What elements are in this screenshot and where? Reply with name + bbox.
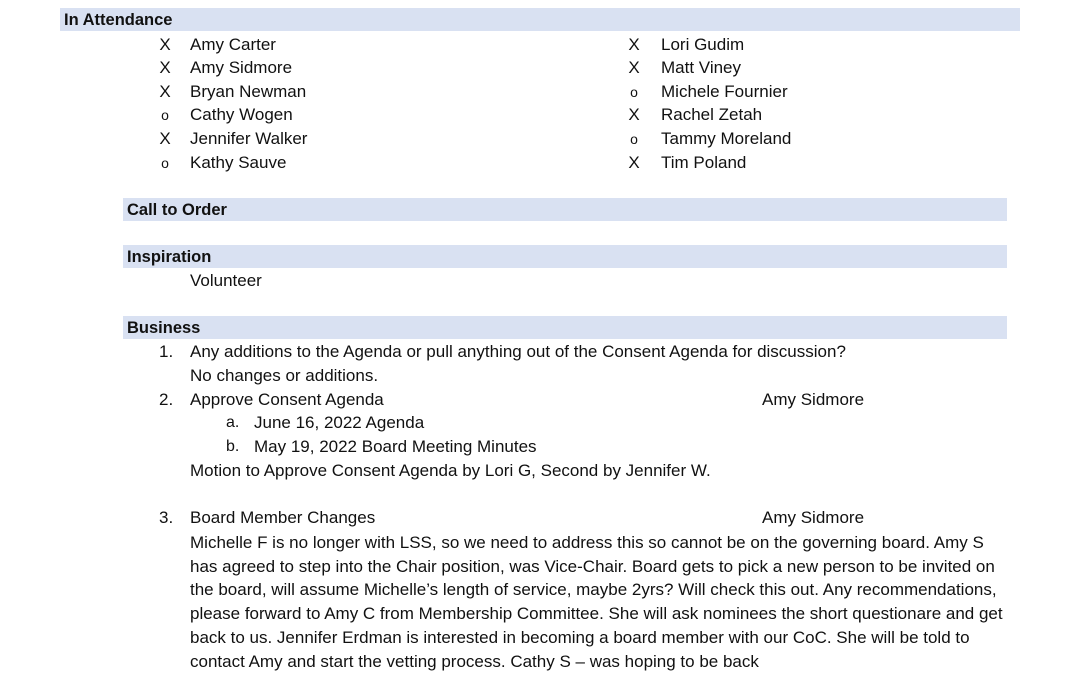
attendee-name: Rachel Zetah [661,105,763,124]
attendee-name: Jennifer Walker [190,129,308,148]
item-3-presenter: Amy Sidmore [762,508,865,527]
inspiration-text: Volunteer [190,271,262,290]
attendee-name: Tim Poland [661,153,747,172]
attendance-mark: X [628,35,640,54]
call-to-order-band [123,198,1007,221]
attendance-heading-band [60,8,1020,31]
item-number: 2. [159,390,174,409]
attendance-mark: X [159,129,171,148]
attendance-mark: X [628,58,640,77]
inspiration-heading: Inspiration [127,248,212,266]
business-heading: Business [127,319,201,337]
attendee-name: Amy Carter [190,35,276,54]
item-3-body: Michelle F is no longer with LSS, so we need to address this so cannot be on the governing board. Amy S has agreed to step into the Chair position, was Vice-Chair. Board gets to pick a new person to be invited on the board, will assume Michelle’s length of service, maybe 2yrs? Will check this out. Any recommendations, please forward to Amy C from Membership Committee. She will ask nominees the short questionare and get back to us. Jennifer Erdman is interested in becoming a board member with our CoC. She will be told to contact Amy and start the vetting process. Cathy S – was hoping to be back [190,533,1003,671]
inspiration-band [123,245,1007,268]
call-to-order-heading: Call to Order [127,201,227,219]
item-2-motion: Motion to Approve Consent Agenda by Lori G, Second by Jennifer W. [190,461,711,480]
attendee-name: Lori Gudim [661,35,745,54]
attendee-name: Amy Sidmore [190,58,293,77]
item-1-note: No changes or additions. [190,366,379,385]
item-3-text: Board Member Changes [190,508,376,527]
attendance-mark: X [628,153,640,172]
attendance-mark: o [630,131,638,147]
attendee-name: Matt Viney [661,58,742,77]
sub-item-label: a. [226,414,240,431]
item-number: 1. [159,342,174,361]
sub-item-label: b. [226,438,240,455]
attendance-mark: X [159,82,171,101]
attendance-mark: o [161,155,169,171]
sub-item-a-text: June 16, 2022 Agenda [254,413,425,432]
attendee-name: Cathy Wogen [190,105,293,124]
business-band [123,316,1007,339]
attendance-heading: In Attendance [64,11,173,29]
attendance-mark: X [159,35,171,54]
item-number: 3. [159,508,174,527]
attendee-name: Michele Fournier [661,82,788,101]
item-1-text: Any additions to the Agenda or pull anything out of the Consent Agenda for discussion? [190,342,846,361]
attendance-mark: o [161,107,169,123]
item-2-text: Approve Consent Agenda [190,390,384,409]
attendance-mark: X [159,58,171,77]
attendance-mark: X [628,105,640,124]
attendance-mark: o [630,84,638,100]
attendee-name: Kathy Sauve [190,153,287,172]
attendee-name: Bryan Newman [190,82,307,101]
item-2-presenter: Amy Sidmore [762,390,865,409]
attendee-name: Tammy Moreland [661,129,792,148]
sub-item-b-text: May 19, 2022 Board Meeting Minutes [254,437,537,456]
